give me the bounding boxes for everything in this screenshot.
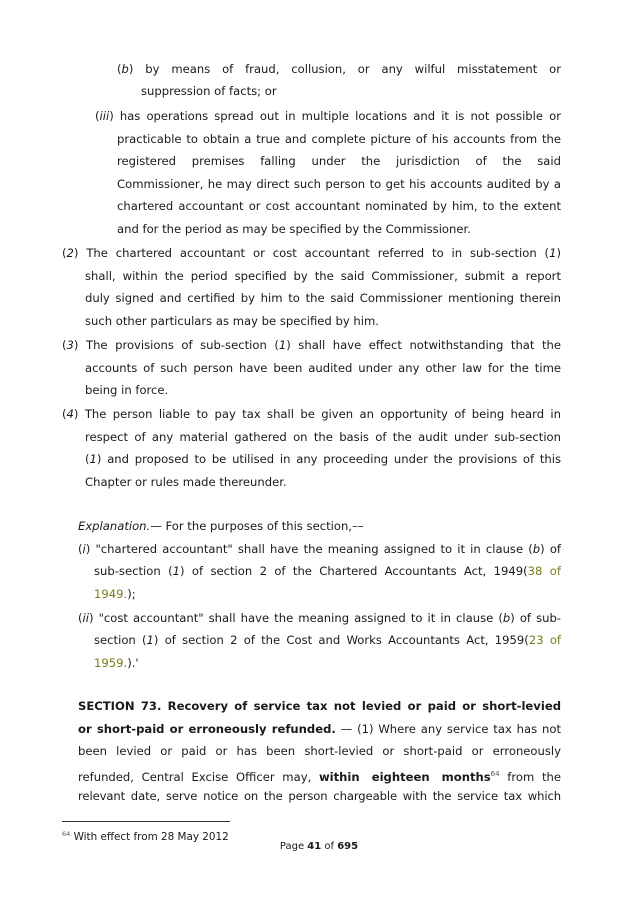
sub-section-3-line-1: (3) The provisions of sub-section (1) shall have effect notwithstanding that the — [62, 338, 562, 352]
footnote-ref[interactable]: 64 — [490, 770, 500, 778]
section-73-heading: SECTION 73. Recovery of service tax not levied or paid or short-levied — [78, 699, 561, 713]
sub-section-2-line-3: duly signed and certified by him to the said Commissioner mentioning therein — [85, 291, 561, 305]
clause-iii-line-6: and for the period as may be specified by the Commissioner. — [117, 222, 471, 236]
explanation-i-line-1: (i) "chartered accountant" shall have the meaning assigned to it in clause (b) of — [78, 542, 561, 556]
footnote: $^{64}$ With effect from 28 May 2012 — [62, 830, 229, 843]
explanation-ii-line-2: section (1) of section 2 of the Cost and Works Accountants Act, 1959(23 of — [94, 633, 561, 647]
footnote-divider — [62, 821, 230, 822]
sub-section-3-line-2: accounts of such person have been audited under any other law for the time — [85, 361, 561, 375]
section-73-line-2: or short-paid or erroneously refunded. — (1) Where any service tax has not — [78, 722, 561, 736]
page-number: Page 41 of 695 — [279, 841, 359, 852]
clause-iii-line-3: registered premises falling under the jurisdiction of the said — [117, 154, 561, 168]
clause-b-line-1: (b) by means of fraud, collusion, or any wilful misstatement or — [117, 62, 561, 76]
sub-section-4-line-3: (1) and proposed to be utilised in any proceeding under the provisions of this — [85, 452, 561, 466]
sub-section-4-line-1: (4) The person liable to pay tax shall be given an opportunity of being heard in — [62, 407, 561, 421]
clause-iii-line-2: practicable to obtain a true and complete picture of his accounts from the — [117, 132, 561, 146]
sub-section-4-line-4: Chapter or rules made thereunder. — [85, 475, 287, 489]
section-73-line-3: been levied or paid or has been short-levied or short-paid or erroneously — [78, 744, 561, 758]
sub-section-4-line-2: respect of any material gathered on the basis of the audit under sub-section — [85, 430, 561, 444]
explanation-ii-line-1: (ii) "cost accountant" shall have the meaning assigned to it in clause (b) of sub- — [78, 611, 561, 625]
explanation-i-line-2: sub-section (1) of section 2 of the Chartered Accountants Act, 1949(38 of — [94, 564, 561, 578]
clause-iii-line-1: (iii) has operations spread out in multiple locations and it is not possible or — [95, 109, 561, 123]
clause-b-line-2: suppression of facts; or — [141, 84, 277, 98]
explanation-ii-line-3: 1959.).' — [94, 656, 139, 670]
sub-section-2-line-1: (2) The chartered accountant or cost accountant referred to in sub-section (1) — [62, 246, 561, 260]
section-73-line-5: relevant date, serve notice on the person chargeable with the service tax which — [78, 789, 561, 803]
sub-section-2-line-2: shall, within the period specified by the said Commissioner, submit a report — [85, 269, 561, 283]
clause-iii-line-4: Commissioner, he may direct such person to get his accounts audited by a — [117, 177, 561, 191]
clause-iii-line-5: chartered accountant or cost accountant nominated by him, to the extent — [117, 199, 561, 213]
sub-section-3-line-3: being in force. — [85, 383, 169, 397]
explanation-i-line-3: 1949.); — [94, 587, 136, 601]
sub-section-2-line-4: such other particulars as may be specified by him. — [85, 314, 379, 328]
section-73-line-4: refunded, Central Excise Officer may, within eighteen months$^{64}$ from the — [78, 770, 561, 784]
explanation-heading: Explanation.— For the purposes of this section,–– — [78, 519, 364, 533]
